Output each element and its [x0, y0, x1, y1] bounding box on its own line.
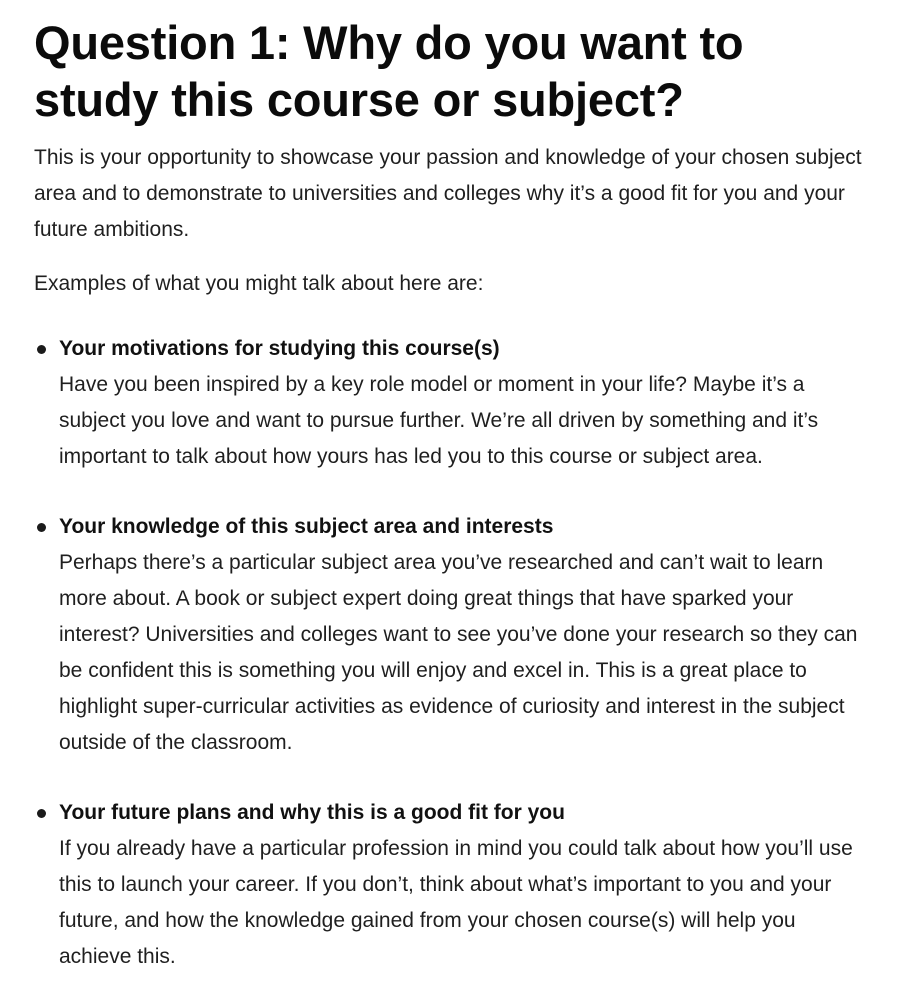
point-body: If you already have a particular profession in mind you could talk about how you’ll use this to launch your career. If you don’t, think about what’s important to you and your future, and how the knowledge gained from your chosen course(s) will help you achieve this.: [59, 837, 853, 968]
intro-paragraph: This is your opportunity to showcase your passion and knowledge of your chosen subject area and to demonstrate to universities and colleges why it’s a good fit for you and your future ambitions.: [34, 146, 862, 241]
point-body: Perhaps there’s a particular subject area you’ve researched and can’t wait to learn more about. A book or subject expert doing great things that have sparked your interest? Universities and colleges want to see you’ve done your research so they can be confident this is something you will enjoy and excel in. This is a great place to highlight super-curricular activities as evidence of curiosity and interest in the subject outside of the classroom.: [59, 551, 858, 754]
question-title: Question 1: Why do you want to study this course or subject?: [34, 16, 744, 126]
examples-lead: Examples of what you might talk about here are:: [34, 272, 484, 295]
list-item: [34, 795, 869, 975]
point-heading: Your knowledge of this subject area and interests: [59, 515, 554, 538]
bullet-icon: [37, 345, 46, 354]
bullet-icon: [37, 523, 46, 532]
point-heading: Your future plans and why this is a good fit for you: [59, 801, 565, 824]
list-item: [34, 509, 869, 761]
point-body: Have you been inspired by a key role model or moment in your life? Maybe it’s a subject you love and want to pursue further. We’re all driven by something and it’s important to talk about how yours has led you to this course or subject area.: [59, 373, 819, 468]
bullet-icon: [37, 809, 46, 818]
point-heading: Your motivations for studying this course(s): [59, 337, 500, 360]
example-points-list: [34, 331, 869, 975]
list-item: [34, 331, 869, 475]
